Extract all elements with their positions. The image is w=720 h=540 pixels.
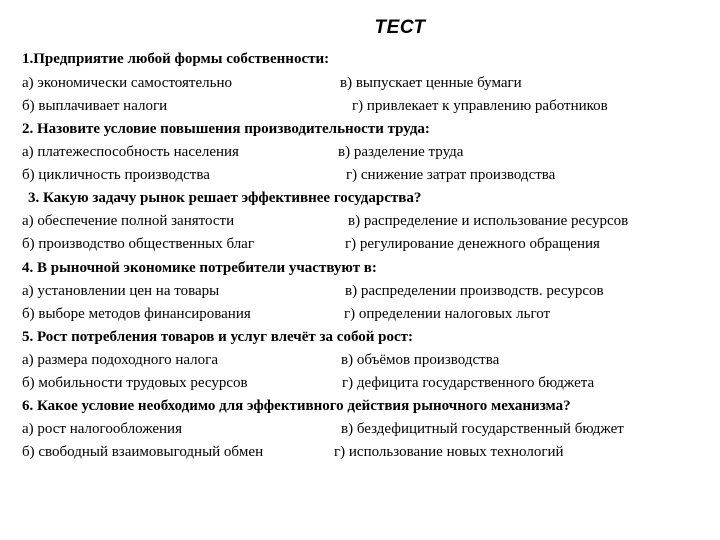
question-3-option-b: б) производство общественных благ bbox=[22, 236, 254, 252]
question-1-row-2 bbox=[0, 95, 720, 117]
question-6: 6. Какое условие необходимо для эффективного действия рыночного механизма? bbox=[22, 398, 571, 414]
question-3-option-g: г) регулирование денежного обращения bbox=[345, 236, 600, 252]
question-6-option-v: в) бездефицитный государственный бюджет bbox=[341, 421, 624, 437]
question-5-option-a: а) размера подоходного налога bbox=[22, 352, 218, 368]
question-2-option-v: в) разделение труда bbox=[338, 144, 464, 160]
question-2-option-g: г) снижение затрат производства bbox=[346, 167, 556, 183]
question-4-option-b: б) выборе методов финансирования bbox=[22, 306, 251, 322]
question-2-option-a: а) платежеспособность населения bbox=[22, 144, 239, 160]
question-6-option-b: б) свободный взаимовыгодный обмен bbox=[22, 444, 264, 460]
question-4-option-g: г) определении налоговых льгот bbox=[344, 306, 551, 322]
test-title: ТЕСТ bbox=[374, 17, 426, 38]
question-5-option-v: в) объёмов производства bbox=[341, 352, 500, 368]
question-2: 2. Назовите условие повышения производительности труда: bbox=[22, 121, 430, 137]
question-5-row-1 bbox=[0, 349, 720, 371]
question-2-option-b: б) цикличность производства bbox=[22, 167, 210, 183]
question-5-row-2 bbox=[0, 372, 720, 394]
question-1-option-b: б) выплачивает налоги bbox=[22, 98, 168, 114]
question-5-option-g: г) дефицита государственного бюджета bbox=[342, 375, 595, 391]
question-1-row-1 bbox=[0, 72, 720, 94]
question-3-option-v: в) распределение и использование ресурсов bbox=[348, 213, 629, 229]
question-5: 5. Рост потребления товаров и услуг влечёт за собой рост: bbox=[22, 329, 414, 345]
question-4-option-a: а) установлении цен на товары bbox=[22, 283, 220, 299]
question-6-row-2 bbox=[0, 441, 720, 463]
question-3: 3. Какую задачу рынок решает эффективнее государства? bbox=[28, 190, 422, 206]
question-6-row-1 bbox=[0, 418, 720, 440]
question-4-row-2 bbox=[0, 303, 720, 325]
question-3-row-2 bbox=[0, 233, 720, 255]
question-4-option-v: в) распределении производств. ресурсов bbox=[345, 283, 604, 299]
question-4: 4. В рыночной экономике потребители участвуют в: bbox=[22, 260, 377, 276]
question-1-option-a: а) экономически самостоятельно bbox=[22, 75, 232, 91]
question-6-option-a: а) рост налогообложения bbox=[22, 421, 182, 437]
question-5-option-b: б) мобильности трудовых ресурсов bbox=[22, 375, 248, 391]
question-2-row-2 bbox=[0, 164, 720, 186]
question-1: 1.Предприятие любой формы собственности: bbox=[22, 51, 330, 67]
question-6-option-g: г) использование новых технологий bbox=[334, 444, 564, 460]
question-1-option-v: в) выпускает ценные бумаги bbox=[340, 75, 522, 91]
question-3-option-a: а) обеспечение полной занятости bbox=[22, 213, 235, 229]
question-2-row-1 bbox=[0, 141, 720, 163]
question-4-row-1 bbox=[0, 280, 720, 302]
question-1-option-g: г) привлекает к управлению работников bbox=[352, 98, 608, 114]
question-3-row-1 bbox=[0, 210, 720, 232]
